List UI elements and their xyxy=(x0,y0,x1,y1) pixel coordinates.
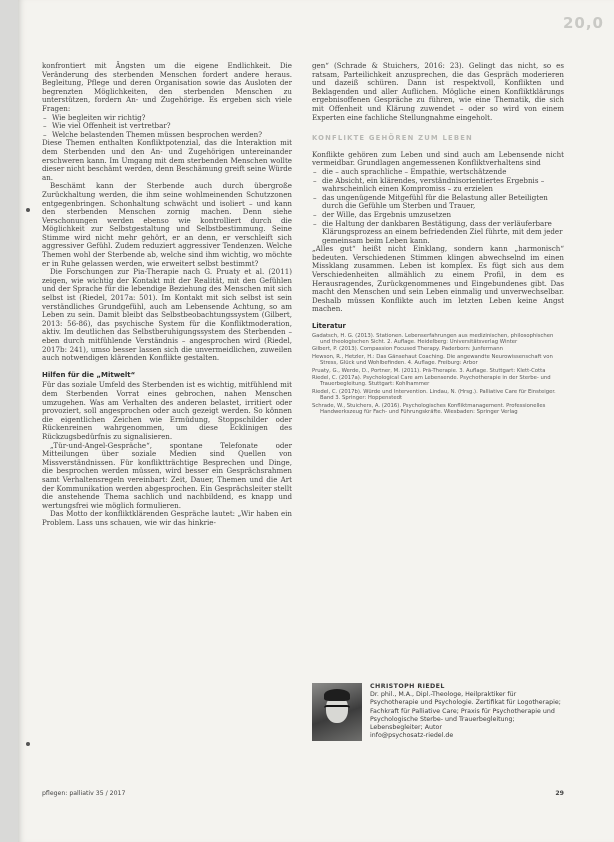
author-email: info@psychosatz-riedel.de xyxy=(370,732,454,740)
reference-entry: Gadatsch, H. G. (2013). Stationen. Lebenserfahrungen aus medizinischen, philosophischen und theologischen Sicht. 2. Auflage. Heidelberg: Universitätsverlag Winter xyxy=(312,332,554,346)
literature-section xyxy=(312,322,564,415)
conflict-list xyxy=(312,168,564,245)
author-portrait xyxy=(312,683,362,741)
reference-entry: Hewson, R., Hetzler, H.: Das Gänsehaut Coaching. Die angewandte Neurowissenschaft von Stress, Glück und Wohlbefinden. 4. Auflage. Freiburg: Arbor xyxy=(312,353,553,367)
list-item: – Wie begleiten wir richtig? xyxy=(52,114,292,123)
hair-shape xyxy=(324,689,350,701)
list-item: – Welche belastenden Themen müssen besprochen werden? xyxy=(52,131,292,140)
list-item: – das ungenügende Mitgefühl für die Belastung aller Beteiligten durch die Gefühle um Sterben und Trauer, xyxy=(322,194,564,211)
section-heading: Hilfen für die „Mitwelt“ xyxy=(42,370,136,379)
glasses-shape xyxy=(324,705,350,713)
paragraph: Beschämt kann der Sterbende auch durch übergroße Zurückhaltung werden, die ihm seine wohlmeinenden Schutzzonen entgegenbringen. Schonhaltung schwächt und isoliert – und kann den sterbenden Menschen zornig machen. Denn siehe Verschonungen werden ebenso wie kontrolliert durch die Möglichkeit zur Selbstgestaltung und Selbstbestimmung. Seine Stimme wird nicht mehr gehört, er an denn, er verschleift sich aggressiver Gefühl. Zudem reduziert aggressiver Tendenzen. Welche Themen wohl der Sterbende ab, welche sind ihm wichtig, wo möchte er in Ruhe gelassen werden, wie erweitert selbst bestimmt? xyxy=(42,181,292,268)
literature-heading: Literatur xyxy=(312,322,346,331)
question-list xyxy=(42,114,292,140)
reference-entry: Pruaty, G., Werde, D., Portner, M. (2011). Prä-Therapie. 3. Auflage. Stuttgart: Klett-Cotta xyxy=(312,367,546,374)
paragraph: „Tür-und-Angel-Gespräche“, spontane Telefonate oder Mitteilungen über soziale Medien sind Quellen von Missverständnissen. Für konfliktträchtige Besprechen und Dinge, die besprochen werden müssen, wird besser ein Gesprächsrahmen samt Verhaltensregeln vereinbart: Zeit, Dauer, Themen und die Art der Kommunikation werden abgesprochen. Ein Gesprächsleiter stellt die anstehende Thema sachlich und nachbildend, es knapp und wertungsfrei wie möglich formulieren. xyxy=(42,440,292,510)
right-column xyxy=(312,62,564,417)
author-description: Dr. phil., M.A., Dipl.-Theologe, Heilpraktiker für Psychotherapie und Psychologie. Zertifikat für Logotherapie; Fachkraft für Palliative Care; Praxis für Psychotherapie und Psychologische Sterbe- und Trauerbegleitung; Lebensbegleiter; Autor xyxy=(370,691,561,732)
reference-entry: Gilbert, P. (2013). Compassion Focused Therapy. Paderborn: Junfermann xyxy=(312,346,503,353)
margin-dot xyxy=(26,742,30,746)
reference-entry: Riedel, C. (2017a). Psychological Care am Lebensende. Psychotherapie in der Sterbe- und Trauerbegleitung. Stuttgart: Kohlhammer xyxy=(312,375,551,388)
page-number: 29 xyxy=(555,790,564,797)
author-bio xyxy=(370,683,564,740)
list-item: – die – auch sprachliche – Empathie, wertschätzende xyxy=(322,168,564,177)
journal-title: pflegen: palliativ 35 / 2017 xyxy=(42,790,126,797)
list-item: – die Haltung der dankbaren Bestätigung, dass der verläuferbare Klärungsprozess an einem befriedenden Ziel führte, mit dem jeder gemeinsam beim Leben kann. xyxy=(322,220,564,246)
paragraph: Diese Themen enthalten Konfliktpotenzial, das die Interaktion mit dem Sterbenden und den An- und Zugehörigen untereinander erschweren kann. Im Umgang mit dem sterbenden Menschen wollte dieser nicht beschämt werden, denn Beschämung greift seine Würde an. xyxy=(42,138,292,182)
list-item: – die Absicht, ein klärendes, verständnisorientiertes Ergebnis – wahrscheinlich einen Kompromiss – zu erzielen xyxy=(322,177,564,194)
reference-entry: Riedel, C. (2017b). Würde und Intervention. Lindau, N. (Hrsg.). Palliative Care für Einsteiger. Band 3. Springer: Hoppenstedt xyxy=(312,388,556,402)
paragraph: „Alles gut“ heißt nicht Einklang, sondern kann „harmonisch“ bedeuten. Verschiedenen Stimmen klingen abwechselnd im einen Missklang zusammen. Leben ist komplex. Es fügt sich aus dem Verschiedenheiten allmählich zu einem Profil, in dem es Herausragendes, Zurückgenommenes und Eingebundenes gibt. Das macht den Menschen und sein Leben einmalig und unverwechselbar. Deshalb müssen Konflikte auch im letzten Leben keine Angst machen. xyxy=(312,244,564,314)
reference-entry: Schrade, W., Stuichers, A. (2016). Psychologisches Konfliktmanagement. Professionelles Handwerkszeug für Fach- und Führungskräfte. Wiesbaden: Springer Verlag xyxy=(312,402,546,416)
paragraph: Die Forschungen zur Pia-Therapie nach G. Pruaty et al. (2011) zeigen, wie wichtig der Kontakt mit der Realität, mit den Gefühlen und der Sprache für die lebendige Beziehung des Menschen mit sich selbst ist (Riedel, 2017a: 501). Im Kontakt mit sich selbst ist sein verständliches Grundgefühl, auch am Lebensende Achtung, so am Leben zu sein. Damit bleibt das Selbstbeobachtungssystem (Gilbert, 2013: 56-86), das psychische System für die Konfliktmoderation, aktiv. Im deutlichen das Selbstberuhigungssystem des Sterbenden – eben durch mitfühlende Verständnis – angesprochen wird (Riedel, 2017b: 241), umso besser lassen sich die unvermeidlichen, zuweilen auch notwendigen klärenden Konflikte gestalten. xyxy=(42,267,292,363)
paragraph: gen“ (Schrade & Stuichers, 2016: 23). Gelingt das nicht, so es ratsam, Parteilichkeit anzusprechen, die das Gespräch moderieren und dazeiß schüren. Dann ist respektvoll, Konflikten und Beklagenden und aller Auflichen. Mögliche einen Konfliktklärungs ergebnisoffenen Gespräche zu führen, wie eine Thematik, die sich mit Offenheit und Klärung zuwendet – oder so wird von einem Experten eine fachliche Stellungnahme eingeholt. xyxy=(312,61,564,122)
paragraph: konfrontiert mit Ängsten um die eigene Endlichkeit. Die Veränderung des sterbenden Menschen fordert andere heraus. Begleitung, Pflege und deren Organisation sowie das Ausloten der begrenzten Möglichkeiten, den sterbenden Menschen zu unterstützen, fordern An- und Zugehörige. Es ergeben sich viele Fragen: xyxy=(42,61,292,113)
author-box xyxy=(312,683,564,743)
left-column xyxy=(42,62,292,527)
margin-dot xyxy=(26,208,30,212)
paragraph: Für das soziale Umfeld des Sterbenden ist es wichtig, mitfühlend mit dem Sterbenden Vorrat eines gebrochen, nahen Menschen umzugehen. Was am Verhalten des anderen belastet, irritiert oder provoziert, soll angesprochen oder auch gezeigt werden. So können die eigentlichen Zeichen wie Ermüdung, Stoppschilder oder Rückenreinen wahrgenommen, um diese Ecklinigen des Rückzugsbedürfnis zu signalisieren. xyxy=(42,380,292,441)
list-item: – der Wille, das Ergebnis umzusetzen xyxy=(322,211,564,220)
paragraph: Das Motto der konfliktklärenden Gespräche lautet: „Wir haben ein Problem. Lass uns schauen, wie wir das hinkrie- xyxy=(42,509,292,527)
author-name: CHRISTOPH RIEDEL xyxy=(370,683,445,690)
list-item: – Wie viel Offenheit ist vertretbar? xyxy=(52,122,292,131)
corner-page-mark: 20,0 xyxy=(562,14,604,32)
section-subhead: KONFLIKTE GEHÖREN ZUM LEBEN xyxy=(312,134,473,143)
paragraph: Konflikte gehören zum Leben und sind auch am Lebensende nicht vermeidbar. Grundlagen angemessenen Konfliktverhaltens sind xyxy=(312,149,564,168)
